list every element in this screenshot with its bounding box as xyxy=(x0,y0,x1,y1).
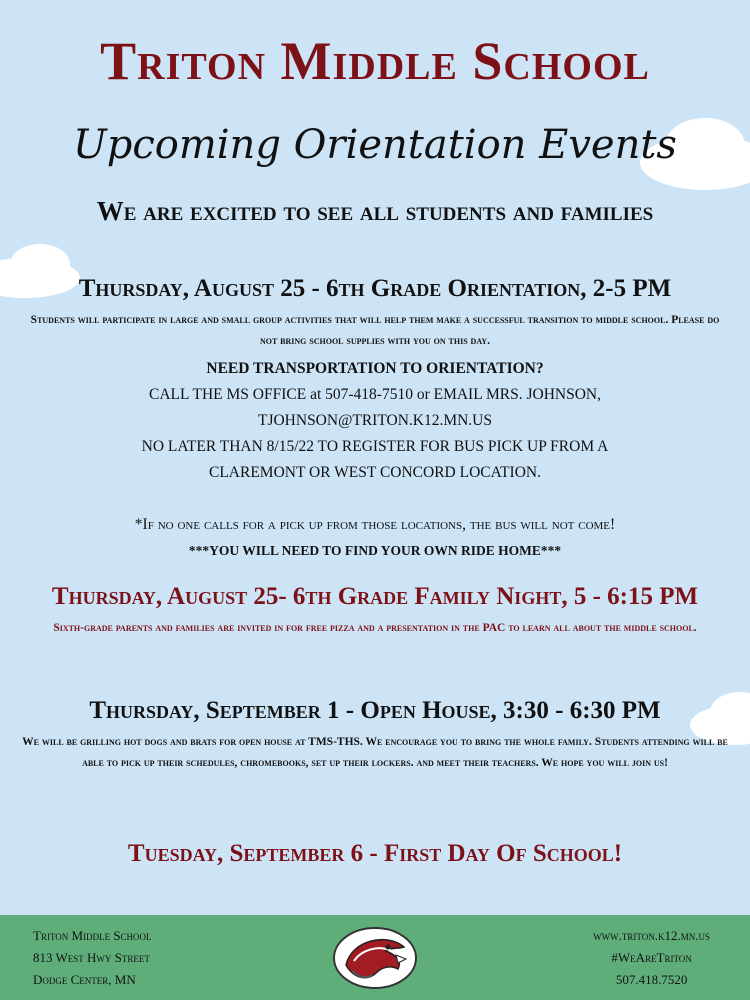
triton-mascot-logo xyxy=(332,925,418,991)
event-heading-family-night: Thursday, August 25- 6th Grade Family Night, 5 - 6:15 PM xyxy=(51,583,699,610)
transportation-note: *If no one calls for a pick up from those locations, the bus will not come! xyxy=(134,516,616,533)
transportation-line-4: CLAREMONT OR WEST CONCORD LOCATION. xyxy=(209,464,541,481)
page-subtitle: Upcoming Orientation Events xyxy=(73,122,677,168)
transportation-section xyxy=(0,356,750,564)
transportation-warning: ***YOU WILL NEED TO FIND YOUR OWN RIDE HOME*** xyxy=(188,543,562,558)
transportation-line-1: CALL THE MS OFFICE at 507-418-7510 or EMAIL MRS. JOHNSON, xyxy=(149,386,601,403)
footer-contact xyxy=(593,925,710,991)
footer-street: 813 West Hwy Street xyxy=(33,950,150,965)
footer-website[interactable]: www.triton.k12.mn.us xyxy=(593,928,710,943)
footer-school-name: Triton Middle School xyxy=(33,928,152,943)
footer-city: Dodge Center, MN xyxy=(33,972,136,987)
event-description-open-house: We will be grilling hot dogs and brats for open house at TMS-THS. We encourage you to bring the whole family. Students attending will be able to pick up their schedules, chromebooks, set up their lockers. and meet their teachers. We hope you will join us! xyxy=(22,736,728,769)
footer-band xyxy=(0,915,750,1000)
event-heading-orientation: Thursday, August 25 - 6th Grade Orientation, 2-5 PM xyxy=(78,275,672,302)
footer-address xyxy=(33,925,152,991)
footer-phone: 507.418.7520 xyxy=(615,972,688,987)
event-description-family-night: Sixth-grade parents and families are invited in for free pizza and a presentation in the PAC to learn all about the middle school. xyxy=(53,622,697,634)
transportation-email: TJOHNSON@TRITON.K12.MN.US xyxy=(257,412,492,429)
footer-hashtag: #WeAreTriton xyxy=(611,950,692,965)
event-description-orientation: Students will participate in large and small group activities that will help them make a successful transition to middle school. Please do not bring school supplies with you on this day. xyxy=(30,314,720,347)
transportation-heading: NEED TRANSPORTATION TO ORIENTATION? xyxy=(206,360,544,377)
page-title: Triton Middle School xyxy=(100,31,650,91)
event-heading-first-day: Tuesday, September 6 - First Day Of School! xyxy=(127,840,623,867)
tagline: We are excited to see all students and families xyxy=(96,196,654,226)
transportation-line-3: NO LATER THAN 8/15/22 TO REGISTER FOR BUS PICK UP FROM A xyxy=(141,438,609,455)
event-heading-open-house: Thursday, September 1 - Open House, 3:30 - 6:30 PM xyxy=(89,697,661,724)
